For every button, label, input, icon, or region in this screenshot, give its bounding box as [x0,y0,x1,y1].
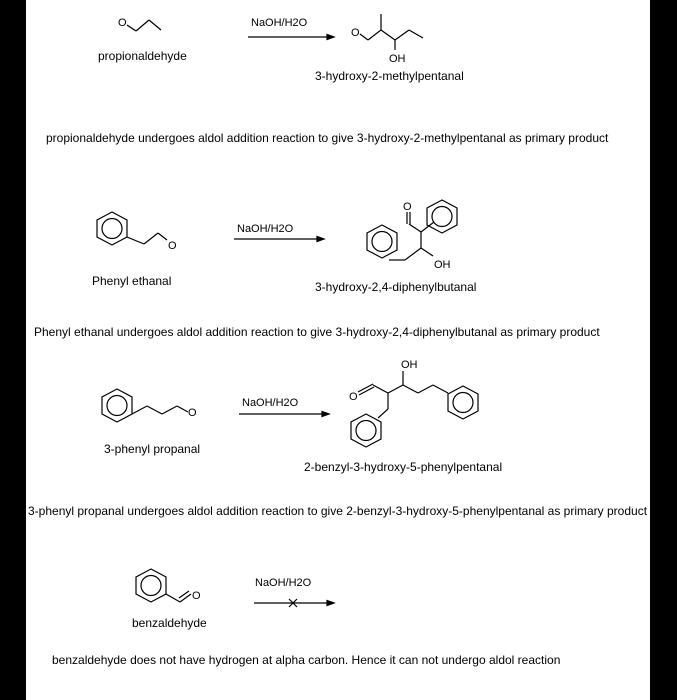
hydroxyl-label: OH [389,53,406,65]
oxygen-label: O [168,240,177,252]
oxygen-label: O [188,407,197,419]
benzyl-hydroxy-phenylpentanal-structure [336,356,501,451]
reaction-description-4: benzaldehyde does not have hydrogen at alpha carbon. Hence it can not undergo aldol reaction [52,653,561,667]
phenyl-ethanal-structure [94,208,194,258]
reactant-name-4: benzaldehyde [132,616,207,630]
hydroxyl-label: OH [434,259,451,271]
reactant-name-3: 3-phenyl propanal [104,442,201,456]
reagent-label-4: NaOH/H2O [255,577,312,589]
hydroxyl-label: OH [401,359,418,371]
reaction-sheet [26,0,650,700]
reagent-label-3: NaOH/H2O [242,397,299,409]
reactant-name-1: propionaldehyde [98,49,187,63]
phenyl-propanal-structure [100,386,220,426]
reaction-description-2: Phenyl ethanal undergoes aldol addition reaction to give 3-hydroxy-2,4-diphenylbutanal as primary product [34,325,600,339]
product-name-1: 3-hydroxy-2-methylpentanal [315,69,464,83]
product-name-2: 3-hydroxy-2,4-diphenylbutanal [315,280,477,294]
oxygen-label: O [192,590,201,602]
reaction-description-1: propionaldehyde undergoes aldol addition reaction to give 3-hydroxy-2-methylpentanal as primary product [46,131,609,145]
reaction-description-3: 3-phenyl propanal undergoes aldol addition reaction to give 2-benzyl-3-hydroxy-5-phenylpentanal as primary product [28,504,648,518]
oxygen-label: O [351,27,360,39]
oxygen-label: O [118,17,127,29]
product-name-3: 2-benzyl-3-hydroxy-5-phenylpentanal [304,460,503,474]
reaction-arrow-2 [234,235,324,243]
propionaldehyde-structure [118,6,168,36]
benzaldehyde-structure [134,566,214,611]
reaction-arrow-3 [239,410,329,418]
hydroxy-diphenylbutanal-structure [341,198,471,273]
oxygen-label: O [349,391,358,403]
blocked-reaction-arrow [254,598,334,608]
hydroxy-methylpentanal-structure [351,8,461,68]
reagent-label-1: NaOH/H2O [251,17,308,29]
reactant-name-2: Phenyl ethanal [92,274,172,288]
reaction-arrow-1 [248,33,334,41]
oxygen-label: O [403,201,412,213]
reagent-label-2: NaOH/H2O [237,223,294,235]
